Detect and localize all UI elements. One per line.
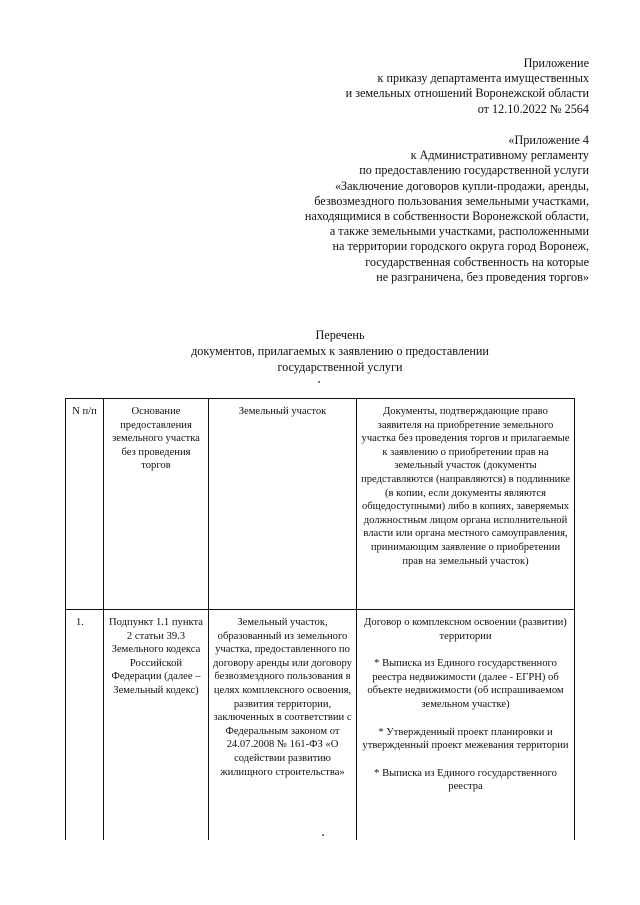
appendix-line: и земельных отношений Воронежской области	[345, 86, 589, 101]
document-item: * Выписка из Единого государственного реестра недвижимости (далее - ЕГРН) об объекте недвижимости (об испрашиваемом земельном участке)	[367, 658, 564, 710]
appendix-line: к приказу департамента имущественных	[377, 71, 589, 86]
appendix4-line: безвозмездного пользования земельными участками,	[314, 193, 589, 208]
appendix4-line: не разграничена, без проведения торгов»	[376, 269, 589, 284]
documents-table	[65, 398, 575, 840]
appendix4-line: государственная собственность на которые	[365, 254, 589, 269]
table-header-row	[66, 399, 575, 610]
scan-speck	[322, 834, 324, 836]
header-plot: Земельный участок	[209, 399, 357, 610]
appendix4-line: а также земельными участками, расположенными	[329, 224, 589, 239]
title-line-3: государственной услуги	[277, 360, 403, 374]
row-number: 1.	[66, 610, 104, 840]
appendix4-line: по предоставлению государственной услуги	[359, 163, 589, 178]
appendix4-line: «Заключение договоров купли-продажи, аренды,	[334, 178, 589, 193]
appendix4-line: находящимися в собственности Воронежской области,	[304, 209, 589, 224]
appendix4-line: на территории городского округа город Воронеж,	[332, 239, 589, 254]
document-item: * Утвержденный проект планировки и утвержденный проект межевания территории	[362, 726, 569, 752]
scan-speck	[318, 381, 320, 383]
title-line-2: документов, прилагаемых к заявлению о предоставлении	[191, 344, 489, 358]
appendix4-line: к Административному регламенту	[410, 148, 589, 163]
appendix-line: от 12.10.2022 № 2564	[477, 101, 589, 116]
row-plot: Земельный участок, образованный из земельного участка, предоставленного по договору аренды или договору безвозмездного пользования в целях комплексного освоения, развития территории, заключенных в соответствии с Федеральным законом от 24.07.2008 № 161-ФЗ «О содействии развитию жилищного строительства»	[209, 610, 357, 840]
header-basis: Основание предоставления земельного участка без проведения торгов	[104, 399, 209, 610]
appendix-line: Приложение	[523, 56, 589, 70]
row-documents	[357, 610, 575, 840]
row-basis: Подпункт 1.1 пункта 2 статьи 39.3 Земельного кодекса Российской Федерации (далее – Земельный кодекс)	[104, 610, 209, 840]
document-title	[60, 327, 620, 375]
appendix4-line: «Приложение 4	[508, 133, 589, 147]
document-item: Договор о комплексном освоении (развитии) территории	[364, 617, 567, 642]
order-appendix-header	[346, 56, 589, 117]
regulation-appendix-header	[305, 133, 589, 285]
title-line-1: Перечень	[315, 328, 365, 342]
header-documents: Документы, подтверждающие право заявителя на приобретение земельного участка без проведения торгов и прилагаемые к заявлению о приобретении прав на земельный участок (документы представляются (направляются) в подлиннике (в копии, если документы являются общедоступными) либо в копиях, заверяемых должностным лицом органа исполнительной власти или органа местного самоуправления, принимающим заявление о приобретении прав на земельный участок)	[357, 399, 575, 610]
header-number: N п/п	[66, 399, 104, 610]
document-item: * Выписка из Единого государственного реестра	[374, 767, 557, 793]
table-row	[66, 610, 575, 840]
